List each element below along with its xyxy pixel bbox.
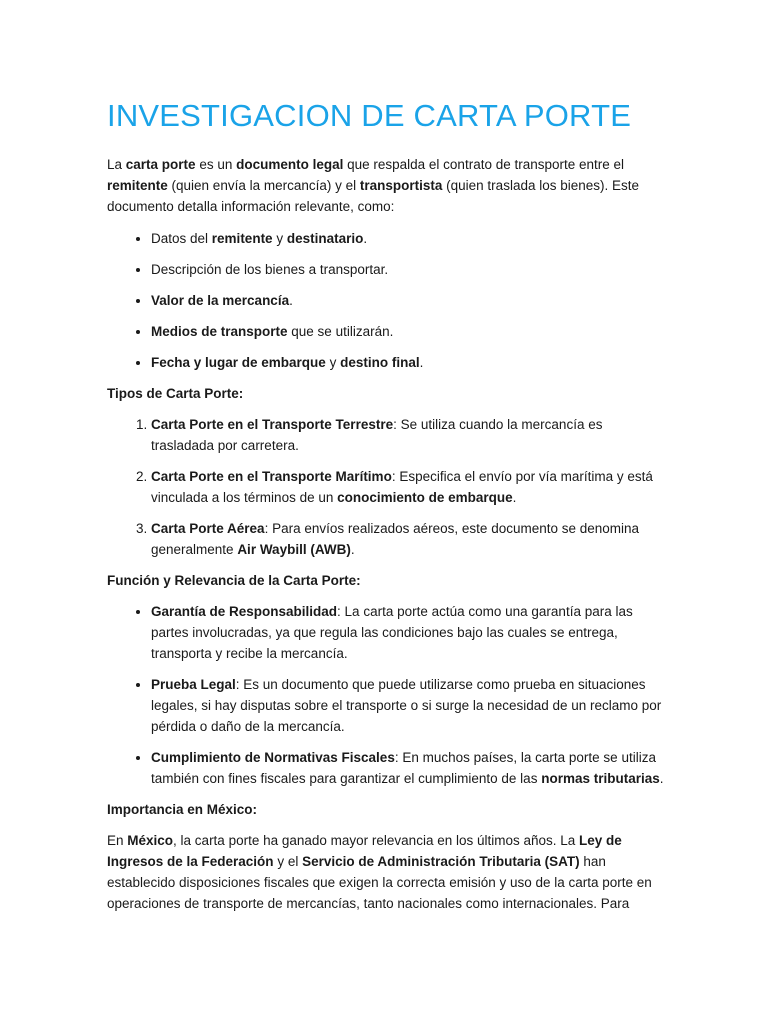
list-item [151,321,664,342]
bold-run: Cumplimiento de Normativas Fiscales [151,750,395,765]
text-run: : Es un documento que puede utilizarse como prueba en situaciones legales, si hay disputas sobre el transporte o si surge la necesidad de un reclamo por pérdida o daño de la mercancía. [151,677,662,734]
text-run: . [350,542,355,557]
text-run: y el [273,854,303,869]
bold-run: transportista [359,178,443,193]
list-item [151,414,664,456]
bold-run: Carta Porte Aérea [151,521,265,536]
text-run: . [659,771,664,786]
bold-run: documento legal [236,157,344,172]
text-run: que respalda el contrato de transporte entre el [343,157,625,172]
bold-run: remitente [107,178,168,193]
document-title: INVESTIGACION DE CARTA PORTE [107,98,632,133]
bold-run: remitente [211,231,273,246]
details-list [107,228,664,373]
bold-run: carta porte [125,157,196,172]
list-item [151,259,664,280]
text-run: : Se utiliza cuando la mercancía es trasladada por carretera. [151,417,603,453]
list-item [151,747,664,789]
text-run: : Para envíos realizados aéreos, este documento se denomina generalmente [151,521,640,557]
text-run: : En muchos países, la carta porte se utiliza también con fines fiscales para garantizar el cumplimiento de las [151,750,656,786]
bold-run: Carta Porte en el Transporte Terrestre [151,417,394,432]
bold-run: conocimiento de embarque [337,490,513,505]
text-run: y [272,231,287,246]
bold-run: Ley de Ingresos de la Federación [107,833,622,869]
text-run: : La carta porte actúa como una garantía para las partes involucradas, ya que regula las condiciones bajo las cuales se entrega, transporta y recibe la mercancía. [151,604,633,661]
bold-run: Air Waybill (AWB) [237,542,351,557]
text-run: En [107,833,128,848]
text-run: (quien traslada los bienes). Este documento detalla información relevante, como: [107,178,640,214]
section-heading-mexico: Importancia en México: [107,802,258,817]
text-run: La [107,157,126,172]
list-item [151,601,664,664]
bold-run: México [127,833,174,848]
intro-paragraph [107,154,664,217]
text-run: y [325,355,341,370]
text-run: . [419,355,424,370]
bold-run: Garantía de Responsabilidad [151,604,338,619]
bold-run: Servicio de Administración Tributaria (SAT) [302,854,580,869]
text-run: , la carta porte ha ganado mayor relevancia en los últimos años. La [173,833,580,848]
section-heading-tipos: Tipos de Carta Porte: [107,386,244,401]
list-item [151,466,664,508]
text-run: . [289,293,293,308]
bold-run: Medios de transporte [151,324,288,339]
bold-run: Prueba Legal [151,677,236,692]
list-item [151,290,664,311]
tipos-list [107,414,664,560]
bold-run: normas tributarias [541,771,660,786]
text-run: Descripción de los bienes a transportar. [151,262,389,277]
text-run: Datos del [151,231,212,246]
funcion-list [107,601,664,789]
text-run: han establecido disposiciones fiscales que exigen la correcta emisión y uso de la carta porte en operaciones de transporte de mercancías, tanto nacionales como internacionales. Para [107,854,652,911]
bold-run: destinatario [286,231,364,246]
text-run: : Especifica el envío por vía marítima y está vinculada a los términos de un [151,469,653,505]
list-item [151,518,664,560]
list-item [151,352,664,373]
text-run: es un [195,157,237,172]
section-heading-funcion: Función y Relevancia de la Carta Porte: [107,573,361,588]
list-item [151,674,664,737]
list-item [151,228,664,249]
mexico-paragraph [107,830,664,914]
text-run: . [363,231,368,246]
text-run: (quien envía la mercancía) y el [167,178,360,193]
text-run: que se utilizarán. [287,324,394,339]
bold-run: Fecha y lugar de embarque [151,355,326,370]
bold-run: destino final [340,355,420,370]
text-run: . [512,490,517,505]
bold-run: Carta Porte en el Transporte Marítimo [151,469,392,484]
bold-run: Valor de la mercancía [151,293,290,308]
